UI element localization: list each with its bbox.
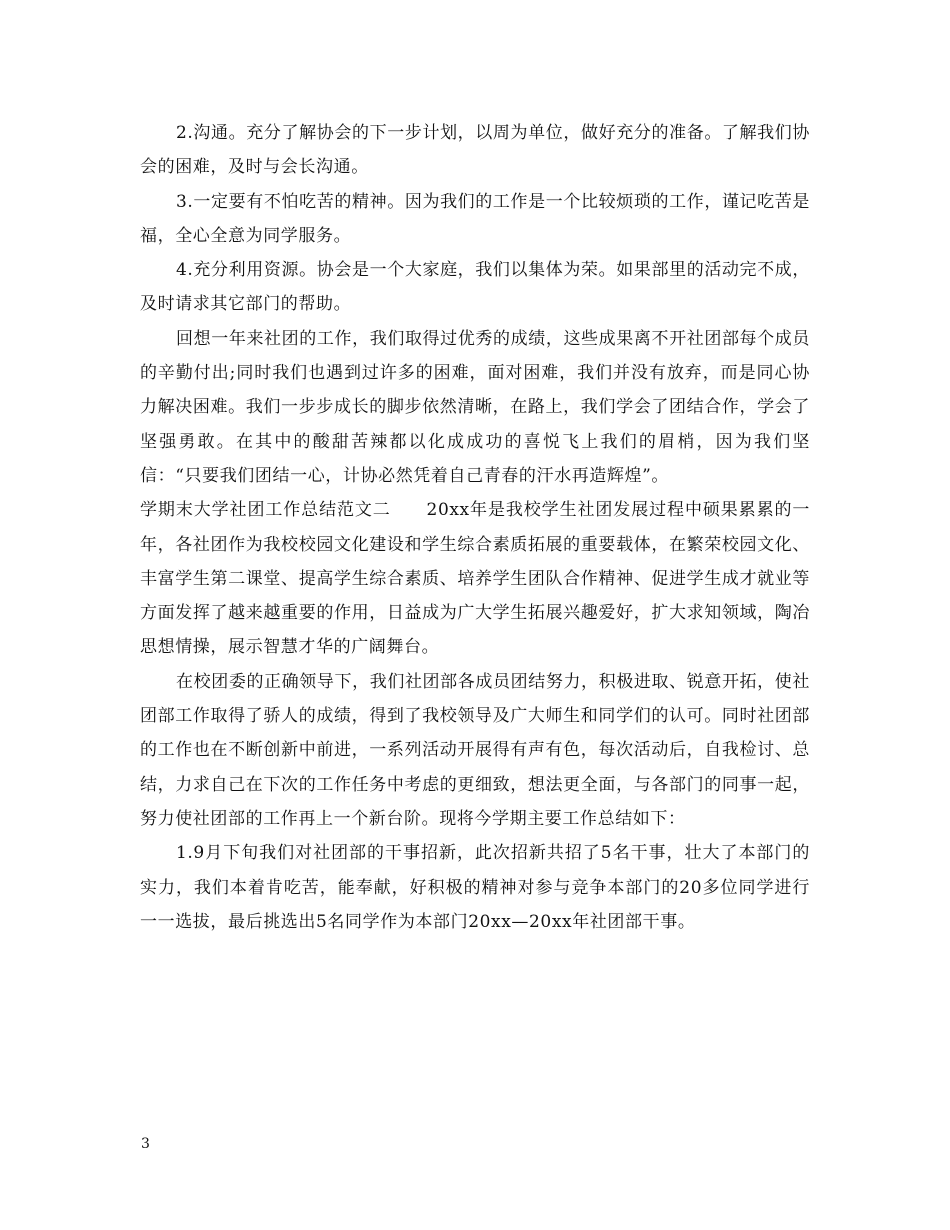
paragraph-sample-two: 学期末大学社团工作总结范文二 20xx年是我校学生社团发展过程中硕果累累的一年，各社团作为我校校园文化建设和学生综合素质拓展的重要载体，在繁荣校园文化、丰富学生第二课堂、提高学生综合素质、培养学生团队合作精神、促进学生成才就业等方面发挥了越来越重要的作用，日益成为广大学生拓展兴趣爱好，扩大求知领域，陶冶思想情操，展示智慧才华的广阔舞台。 — [140, 500, 810, 658]
paragraph-leadership: 在校团委的正确领导下，我们社团部各成员团结努力，积极进取、锐意开拓，使社团部工作取得了骄人的成绩，得到了我校领导及广大师生和同学们的认可。同时社团部的工作也在不断创新中前进，一系列活动开展得有声有色，每次活动后，自我检讨、总结，力求自己在下次的工作任务中考虑的更细致，想法更全面，与各部门的同事一起，努力使社团部的工作再上一个新台阶。现将今学期主要工作总结如下： — [140, 671, 810, 829]
page-number: 3 — [141, 1136, 150, 1152]
paragraph-review: 回想一年来社团的工作，我们取得过优秀的成绩，这些成果离不开社团部每个成员的辛勤付出;同时我们也遇到过许多的困难，面对困难，我们并没有放弃，而是同心协力解决困难。我们一步步成长的脚步依然清晰，在路上，我们学会了团结合作，学会了坚强勇敢。在其中的酸甜苦辣都以化成成功的喜悦飞上我们的眉梢，因为我们坚信：“只要我们团结一心，计协必然凭着自己青春的汗水再造辉煌”。 — [140, 328, 810, 486]
paragraph-recruitment: 1.9月下旬我们对社团部的干事招新，此次招新共招了5名干事，壮大了本部门的实力，我们本着肯吃苦，能奉献，好积极的精神对参与竞争本部门的20多位同学进行一一选拔，最后挑选出5名同学作为本部门20xx—20xx年社团部干事。 — [140, 843, 810, 932]
document-body — [140, 116, 810, 939]
paragraph-communication: 2.沟通。充分了解协会的下一步计划，以周为单位，做好充分的准备。了解我们协会的困难，及时与会长沟通。 — [140, 123, 810, 178]
paragraph-resources: 4.充分利用资源。协会是一个大家庭，我们以集体为荣。如果部里的活动完不成，及时请求其它部门的帮助。 — [140, 260, 810, 315]
paragraph-hardship: 3.一定要有不怕吃苦的精神。因为我们的工作是一个比较烦琐的工作，谨记吃苦是福，全心全意为同学服务。 — [140, 191, 810, 246]
